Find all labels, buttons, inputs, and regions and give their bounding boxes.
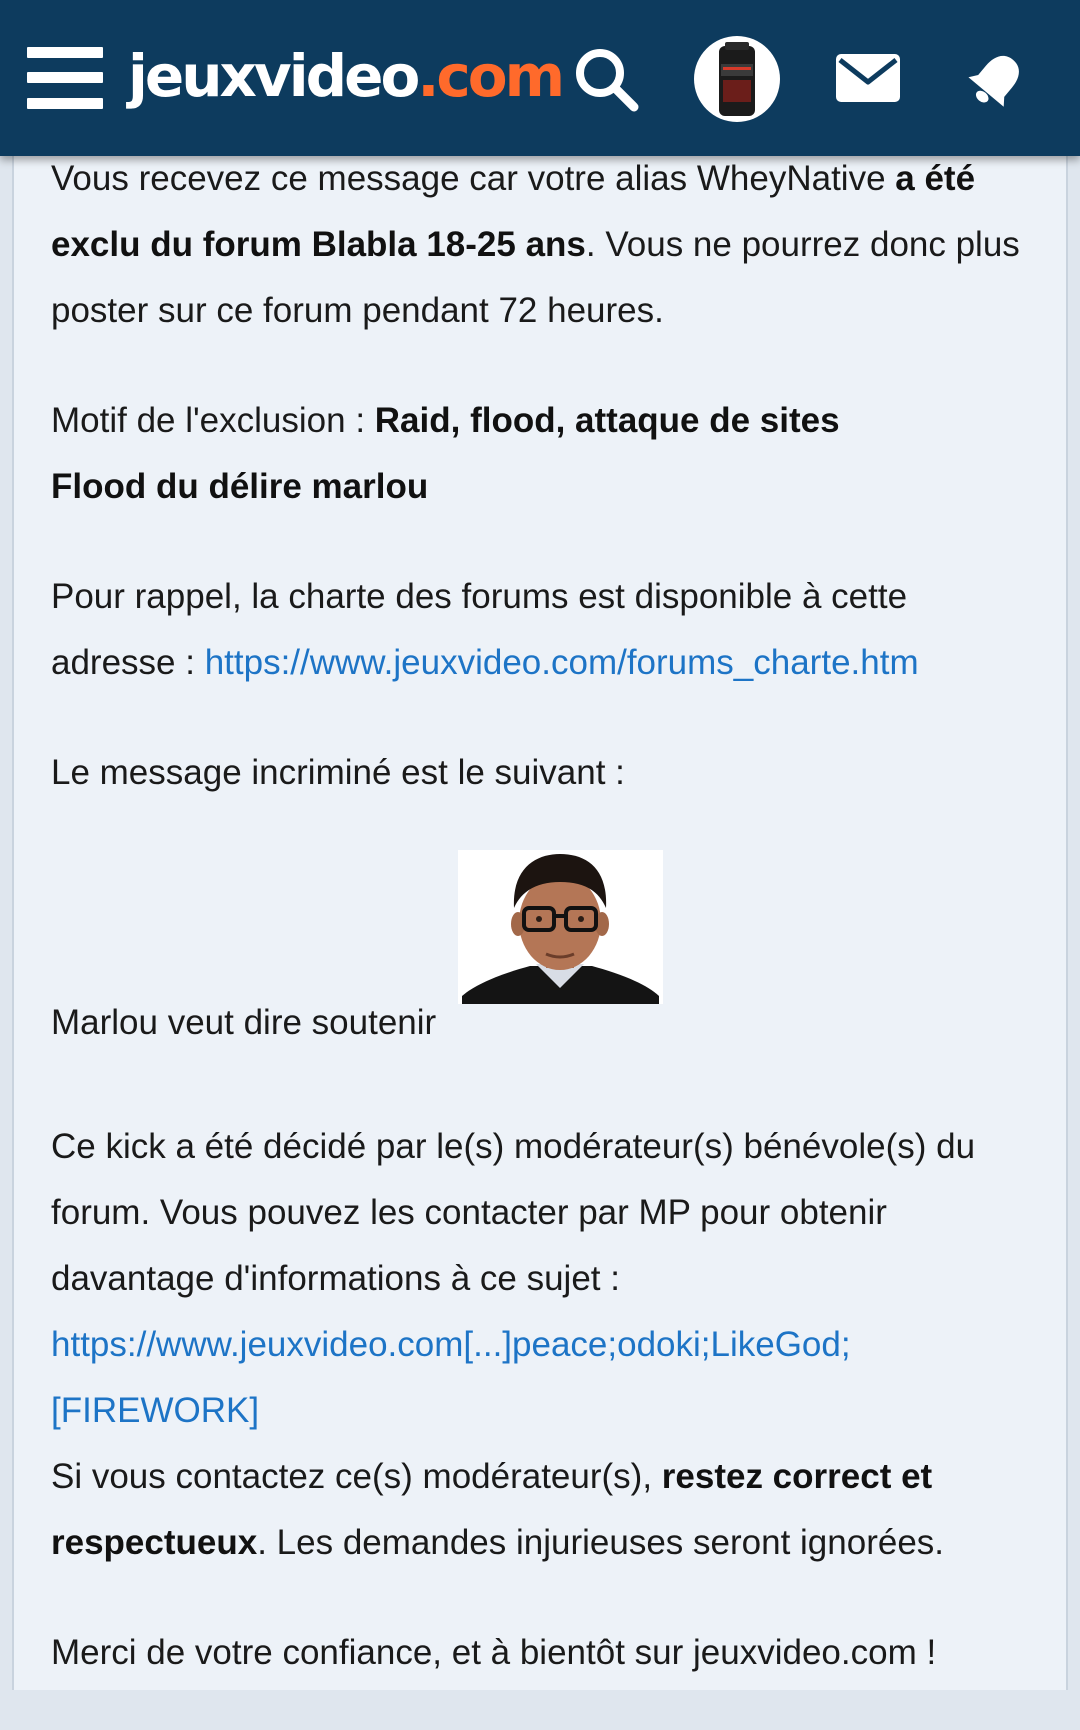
quoted-text: Marlou veut dire soutenir xyxy=(51,1003,437,1042)
incriminated-label: Le message incriminé est le suivant : xyxy=(51,753,625,792)
bell-icon[interactable] xyxy=(968,48,1026,110)
exclusion-notice xyxy=(51,146,1041,344)
moderator-link[interactable]: https://www.jeuxvideo.com[...]peace;odoki;LikeGod;[FIREWORK] xyxy=(51,1325,851,1430)
notice-bold: a été exclu du forum Blabla 18-25 ans xyxy=(51,159,976,264)
kick-text: Ce kick a été décidé par le(s) modérateur(s) bénévole(s) du forum. Vous pouvez les contacter par MP pour obtenir davantage d'informations à ce sujet : xyxy=(51,1127,976,1298)
message-body xyxy=(51,146,1041,1730)
motif-detail: Flood du délire marlou xyxy=(51,467,429,506)
motif-label: Motif de l'exclusion : xyxy=(51,401,375,440)
top-header xyxy=(0,0,1080,156)
site-logo[interactable] xyxy=(128,36,562,116)
exclusion-reason xyxy=(51,388,1041,520)
menu-icon[interactable] xyxy=(27,47,103,109)
contact-text: Si vous contactez ce(s) modérateur(s), xyxy=(51,1457,662,1496)
rappel-text: Pour rappel, la charte des forums est disponible à cette adresse : xyxy=(51,577,908,682)
quoted-image xyxy=(458,850,663,1004)
closing-message: Merci de votre confiance, et à bientôt sur jeuxvideo.com ! xyxy=(51,1633,937,1672)
contact-text-end: . Les demandes injurieuses seront ignorées. xyxy=(257,1523,945,1562)
moderator-info xyxy=(51,1114,1041,1576)
logo-brand: jeuxvideo xyxy=(128,42,418,110)
logo-tld: .com xyxy=(417,42,563,110)
mail-icon[interactable] xyxy=(834,52,902,104)
notice-text-end: . Vous ne pourrez donc plus poster sur ce forum pendant 72 heures. xyxy=(51,225,1020,330)
quoted-message xyxy=(51,850,1041,1070)
contact-bold: restez correct et respectueux xyxy=(51,1457,933,1562)
charte-link[interactable]: https://www.jeuxvideo.com/forums_charte.htm xyxy=(204,643,919,682)
search-icon[interactable] xyxy=(573,46,639,112)
notice-text: Vous recevez ce message car votre alias WheyNative xyxy=(51,159,896,198)
avatar[interactable] xyxy=(694,36,780,122)
charter-reminder xyxy=(51,564,1041,696)
motif-value: Raid, flood, attaque de sites xyxy=(374,401,840,440)
